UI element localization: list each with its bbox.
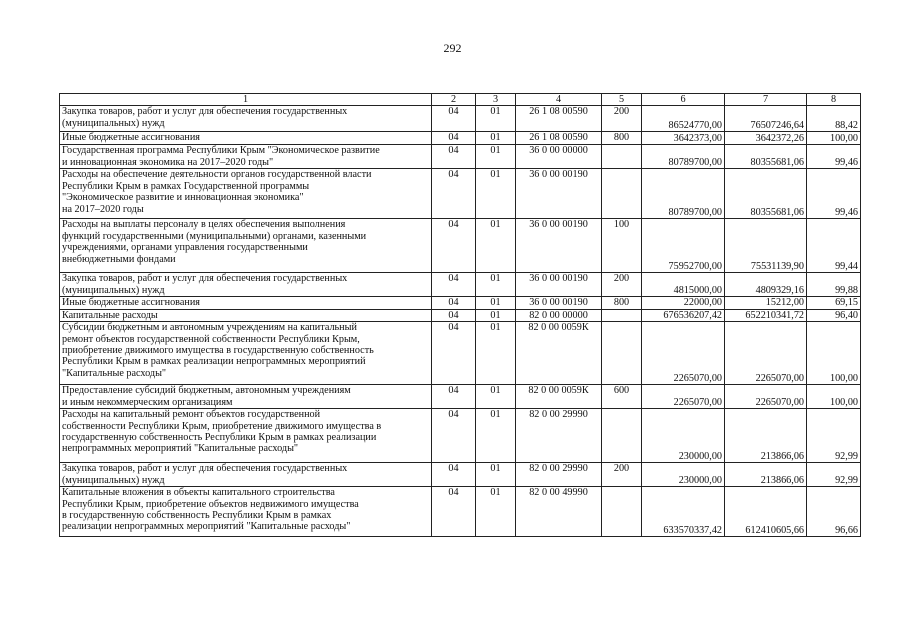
table-row — [60, 132, 861, 145]
expense-type-cell — [602, 145, 642, 169]
section-code-cell: 04 — [432, 322, 476, 385]
execution-percent-cell: 100,00 — [807, 385, 861, 409]
planned-amount-cell: 80789700,00 — [642, 169, 725, 219]
executed-amount-cell: 612410605,66 — [725, 487, 807, 537]
section-code-cell: 04 — [432, 309, 476, 321]
column-header: 8 — [807, 94, 861, 106]
execution-percent-cell: 96,66 — [807, 487, 861, 537]
executed-amount-cell: 75531139,90 — [725, 219, 807, 273]
target-article-cell: 82 0 00 49990 — [516, 487, 602, 537]
column-header: 6 — [642, 94, 725, 106]
executed-amount-cell: 15212,00 — [725, 297, 807, 309]
table-row — [60, 297, 861, 309]
subsection-code-cell: 01 — [476, 132, 516, 145]
expense-type-cell — [602, 409, 642, 463]
table-header-row — [60, 94, 861, 106]
budget-table — [59, 93, 861, 537]
expense-type-cell: 200 — [602, 463, 642, 487]
item-name-cell: Закупка товаров, работ и услуг для обеспечения государственных (муниципальных) нужд — [60, 106, 432, 132]
executed-amount-cell: 3642372,26 — [725, 132, 807, 145]
column-header: 2 — [432, 94, 476, 106]
target-article-cell: 36 0 00 00190 — [516, 219, 602, 273]
table-row — [60, 106, 861, 132]
subsection-code-cell: 01 — [476, 273, 516, 297]
executed-amount-cell: 2265070,00 — [725, 322, 807, 385]
section-code-cell: 04 — [432, 219, 476, 273]
execution-percent-cell: 99,46 — [807, 169, 861, 219]
section-code-cell: 04 — [432, 106, 476, 132]
executed-amount-cell: 2265070,00 — [725, 385, 807, 409]
item-name-cell: Закупка товаров, работ и услуг для обеспечения государственных (муниципальных) нужд — [60, 273, 432, 297]
target-article-cell: 26 1 08 00590 — [516, 132, 602, 145]
expense-type-cell — [602, 322, 642, 385]
target-article-cell: 82 0 00 0059К — [516, 322, 602, 385]
executed-amount-cell: 213866,06 — [725, 409, 807, 463]
target-article-cell: 36 0 00 00190 — [516, 273, 602, 297]
subsection-code-cell: 01 — [476, 106, 516, 132]
planned-amount-cell: 633570337,42 — [642, 487, 725, 537]
subsection-code-cell: 01 — [476, 322, 516, 385]
column-header: 4 — [516, 94, 602, 106]
execution-percent-cell: 96,40 — [807, 309, 861, 321]
subsection-code-cell: 01 — [476, 297, 516, 309]
expense-type-cell: 200 — [602, 273, 642, 297]
target-article-cell: 26 1 08 00590 — [516, 106, 602, 132]
target-article-cell: 36 0 00 00190 — [516, 169, 602, 219]
planned-amount-cell: 75952700,00 — [642, 219, 725, 273]
subsection-code-cell: 01 — [476, 145, 516, 169]
execution-percent-cell: 99,46 — [807, 145, 861, 169]
section-code-cell: 04 — [432, 297, 476, 309]
expense-type-cell: 600 — [602, 385, 642, 409]
section-code-cell: 04 — [432, 409, 476, 463]
planned-amount-cell: 230000,00 — [642, 409, 725, 463]
execution-percent-cell: 100,00 — [807, 132, 861, 145]
item-name-cell: Капитальные расходы — [60, 309, 432, 321]
target-article-cell: 36 0 00 00190 — [516, 297, 602, 309]
subsection-code-cell: 01 — [476, 463, 516, 487]
table-row — [60, 409, 861, 463]
item-name-cell: Иные бюджетные ассигнования — [60, 132, 432, 145]
subsection-code-cell: 01 — [476, 169, 516, 219]
table-row — [60, 219, 861, 273]
section-code-cell: 04 — [432, 463, 476, 487]
target-article-cell: 82 0 00 00000 — [516, 309, 602, 321]
planned-amount-cell: 3642373,00 — [642, 132, 725, 145]
column-header: 5 — [602, 94, 642, 106]
execution-percent-cell: 88,42 — [807, 106, 861, 132]
section-code-cell: 04 — [432, 169, 476, 219]
executed-amount-cell: 4809329,16 — [725, 273, 807, 297]
expense-type-cell: 800 — [602, 297, 642, 309]
column-header: 3 — [476, 94, 516, 106]
section-code-cell: 04 — [432, 132, 476, 145]
target-article-cell: 82 0 00 0059К — [516, 385, 602, 409]
table-row — [60, 273, 861, 297]
item-name-cell: Расходы на выплаты персоналу в целях обеспечения выполнения функций государственными (муниципальными) органами, казенными учреждениями, органами управления государственными внебюджетными фондами — [60, 219, 432, 273]
item-name-cell: Капитальные вложения в объекты капитального строительства Республики Крым, приобретение объектов недвижимого имущества в государственную собственность Республики Крым в рамках реализации непрограммных мероприятий "Капитальные расходы" — [60, 487, 432, 537]
planned-amount-cell: 22000,00 — [642, 297, 725, 309]
item-name-cell: Государственная программа Республики Крым "Экономическое развитие и инновационная экономика на 2017–2020 годы" — [60, 145, 432, 169]
section-code-cell: 04 — [432, 273, 476, 297]
execution-percent-cell: 69,15 — [807, 297, 861, 309]
table-row — [60, 487, 861, 537]
target-article-cell: 36 0 00 00000 — [516, 145, 602, 169]
expense-type-cell — [602, 487, 642, 537]
planned-amount-cell: 80789700,00 — [642, 145, 725, 169]
planned-amount-cell: 86524770,00 — [642, 106, 725, 132]
subsection-code-cell: 01 — [476, 219, 516, 273]
item-name-cell: Расходы на обеспечение деятельности органов государственной власти Республики Крым в рамках Государственной программы "Экономическое развитие и инновационная экономика" на 2017–2020 годы — [60, 169, 432, 219]
column-header: 1 — [60, 94, 432, 106]
execution-percent-cell: 99,88 — [807, 273, 861, 297]
expense-type-cell: 800 — [602, 132, 642, 145]
section-code-cell: 04 — [432, 385, 476, 409]
executed-amount-cell: 80355681,06 — [725, 169, 807, 219]
execution-percent-cell: 92,99 — [807, 463, 861, 487]
subsection-code-cell: 01 — [476, 385, 516, 409]
item-name-cell: Субсидии бюджетным и автономным учреждениям на капитальный ремонт объектов государственной собственности Республики Крым, приобретение движимого имущества в государственную собственность Республики Крым в рамках реализации непрограммных мероприятий "Капитальные расходы" — [60, 322, 432, 385]
executed-amount-cell: 652210341,72 — [725, 309, 807, 321]
planned-amount-cell: 2265070,00 — [642, 385, 725, 409]
item-name-cell: Расходы на капитальный ремонт объектов государственной собственности Республики Крым, приобретение движимого имущества в государственную собственность Республики Крым в рамках реализации непрограммных мероприятий "Капитальные расходы" — [60, 409, 432, 463]
expense-type-cell: 100 — [602, 219, 642, 273]
target-article-cell: 82 0 00 29990 — [516, 463, 602, 487]
subsection-code-cell: 01 — [476, 409, 516, 463]
expense-type-cell — [602, 309, 642, 321]
section-code-cell: 04 — [432, 145, 476, 169]
table-row — [60, 463, 861, 487]
execution-percent-cell: 99,44 — [807, 219, 861, 273]
subsection-code-cell: 01 — [476, 309, 516, 321]
item-name-cell: Закупка товаров, работ и услуг для обеспечения государственных (муниципальных) нужд — [60, 463, 432, 487]
item-name-cell: Предоставление субсидий бюджетным, автономным учреждениям и иным некоммерческим организациям — [60, 385, 432, 409]
planned-amount-cell: 4815000,00 — [642, 273, 725, 297]
table-row — [60, 145, 861, 169]
subsection-code-cell: 01 — [476, 487, 516, 537]
planned-amount-cell: 230000,00 — [642, 463, 725, 487]
execution-percent-cell: 100,00 — [807, 322, 861, 385]
page-number: 292 — [443, 41, 462, 55]
expense-type-cell — [602, 169, 642, 219]
column-header: 7 — [725, 94, 807, 106]
planned-amount-cell: 676536207,42 — [642, 309, 725, 321]
executed-amount-cell: 213866,06 — [725, 463, 807, 487]
expense-type-cell: 200 — [602, 106, 642, 132]
item-name-cell: Иные бюджетные ассигнования — [60, 297, 432, 309]
table-row — [60, 322, 861, 385]
section-code-cell: 04 — [432, 487, 476, 537]
planned-amount-cell: 2265070,00 — [642, 322, 725, 385]
table-row — [60, 309, 861, 321]
table-row — [60, 385, 861, 409]
table-row — [60, 169, 861, 219]
executed-amount-cell: 76507246,64 — [725, 106, 807, 132]
execution-percent-cell: 92,99 — [807, 409, 861, 463]
executed-amount-cell: 80355681,06 — [725, 145, 807, 169]
target-article-cell: 82 0 00 29990 — [516, 409, 602, 463]
